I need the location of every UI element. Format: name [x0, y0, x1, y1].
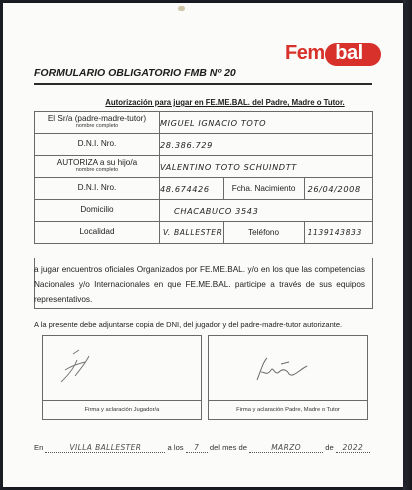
table-row [35, 222, 373, 244]
telefono-label: Teléfono [223, 222, 304, 244]
year-field[interactable]: 2022 [336, 443, 370, 453]
parent-signature-box[interactable] [208, 335, 368, 420]
autoriza-label: AUTORIZA a su hijo/a [56, 157, 138, 167]
place-date-line [34, 443, 370, 453]
player-signature-caption: Firma y aclaración Jugador/a [43, 400, 201, 419]
month-field[interactable]: MARZO [249, 443, 323, 453]
footer-prefix: En [34, 443, 44, 452]
table-row [35, 156, 373, 178]
tutor-dni-field[interactable]: 28.386.729 [160, 134, 373, 156]
day-field[interactable]: 7 [186, 443, 208, 453]
autoriza-sublabel: nombre completo [75, 167, 119, 174]
tutor-name-field[interactable]: MIGUEL IGNACIO TOTO [160, 112, 373, 134]
birth-date-label: Fcha. Nacimiento [223, 178, 304, 200]
form-title: FORMULARIO OBLIGATORIO FMB Nº 20 [34, 67, 236, 79]
city-field[interactable]: VILLA BALLESTER [45, 443, 165, 453]
domicilio-label: Domicilio [35, 200, 160, 222]
title-divider [34, 83, 372, 85]
table-row [35, 200, 373, 222]
section-heading: Autorización para jugar en FE.ME.BAL. del Padre, Madre o Tutor. [105, 98, 345, 107]
authorization-paragraph: a jugar encuentros oficiales Organizados por FE.ME.BAL. y/o en los que las competencias Nacionales y/o Internacionales en que FE.ME.BAL. participe a través de sus equipos representativos. [34, 265, 365, 304]
domicilio-field[interactable]: CHACABUCO 3543 [160, 200, 373, 222]
logo-text: Femebal [285, 42, 363, 64]
scan-edge [403, 0, 412, 490]
player-dni-field[interactable]: 48.674426 [160, 178, 224, 200]
attachment-note: A la presente debe adjuntarse copia de DNI, del jugador y del padre-madre-tutor autorizante. [34, 320, 343, 329]
player-name-field[interactable]: VALENTINO TOTO SCHUINDTT [160, 156, 373, 178]
table-row [35, 178, 373, 200]
birth-date-field[interactable]: 26/04/2008 [304, 178, 372, 200]
localidad-field[interactable]: V. BALLESTER [160, 222, 224, 244]
table-row [35, 112, 373, 134]
player-dni-label: D.N.I. Nro. [35, 178, 160, 200]
footer-mid2: del mes de [209, 443, 247, 452]
footer-mid1: a los [167, 443, 184, 452]
localidad-label: Localidad [35, 222, 160, 244]
tutor-label-cell [35, 112, 160, 134]
tutor-label: El Sr/a (padre-madre-tutor) [47, 113, 147, 123]
tutor-sublabel: nombre completo [75, 123, 119, 130]
tutor-dni-label: D.N.I. Nro. [35, 134, 160, 156]
autoriza-label-cell [35, 156, 160, 178]
player-signature-box[interactable] [42, 335, 202, 420]
authorization-table [34, 111, 373, 244]
telefono-field[interactable]: 1139143833 [304, 222, 372, 244]
parent-signature-caption: Firma y aclaración Padre, Madre o Tutor [209, 400, 367, 419]
footer-mid3: de [325, 443, 334, 452]
table-row [35, 134, 373, 156]
parent-signature [253, 354, 315, 386]
paper-stain [178, 6, 185, 11]
player-signature [55, 346, 95, 388]
